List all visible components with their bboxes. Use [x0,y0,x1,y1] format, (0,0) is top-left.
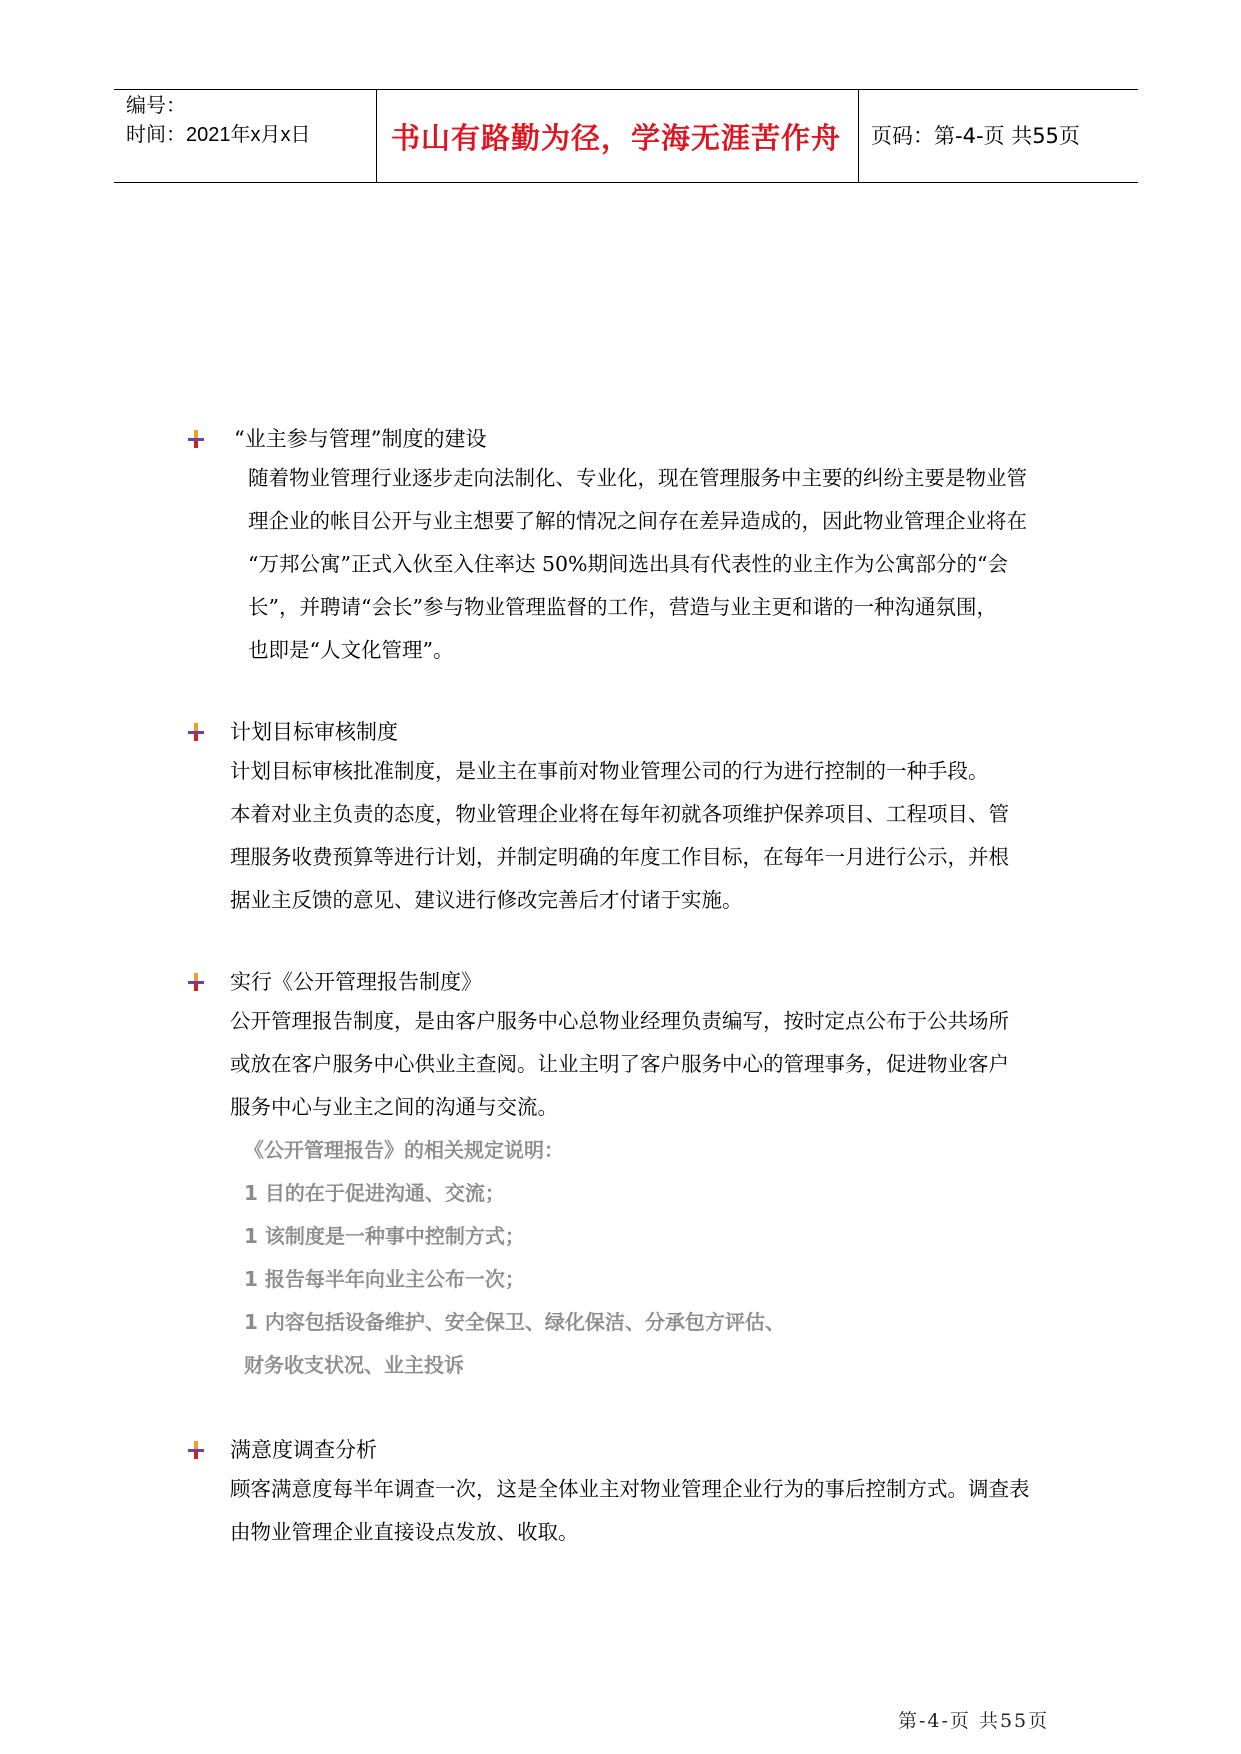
header-divider [858,90,859,182]
body-line: 长”，并聘请“会长”参与物业管理监督的工作，营造与业主更和谐的一种沟通氛围， [248,595,997,619]
diamond-bullet-icon [188,1441,204,1459]
rule-item: 1 内容包括设备维护、安全保卫、绿化保洁、分承包方评估、 [244,1310,785,1334]
page-header [114,89,1138,183]
body-line: 据业主反馈的意见、建议进行修改完善后才付诸于实施。 [230,888,743,912]
body-line: 理服务收费预算等进行计划，并制定明确的年度工作目标，在每年一月进行公示，并根 [230,845,1009,869]
report-rules [244,1129,785,1387]
section-title: 实行《公开管理报告制度》 [230,970,482,994]
number-label: 编号： [126,95,186,117]
section-body [230,1468,1030,1554]
section-body [248,457,1027,672]
section-title: “业主参与管理”制度的建设 [234,427,487,451]
body-line: 随着物业管理行业逐步走向法制化、专业化，现在管理服务中主要的纠纷主要是物业管 [248,466,1027,490]
diamond-bullet-icon [188,430,204,448]
body-line: 理企业的帐目公开与业主想要了解的情况之间存在差异造成的，因此物业管理企业将在 [248,509,1027,533]
body-line: 或放在客户服务中心供业主查阅。让业主明了客户服务中心的管理事务，促进物业客户 [230,1052,1009,1076]
body-line: “万邦公寓”正式入伙至入住率达 50%期间选出具有代表性的业主作为公寓部分的“会 [248,552,1009,576]
rules-heading: 《公开管理报告》的相关规定说明： [244,1138,564,1162]
time-label: 时间：2021年x月x日 [126,124,311,146]
rule-item-continued: 财务收支状况、业主投诉 [244,1353,464,1377]
header-page-info: 页码：第-4-页 共55页 [871,124,1080,148]
body-line: 计划目标审核批准制度，是业主在事前对物业管理公司的行为进行控制的一种手段。 [230,759,989,783]
rule-item: 1 目的在于促进沟通、交流； [244,1181,505,1205]
section-body [230,1000,1009,1129]
diamond-bullet-icon [188,973,204,991]
section-body [230,750,1009,922]
section-title: 满意度调查分析 [230,1438,377,1462]
section-title: 计划目标审核制度 [230,720,398,744]
rule-item: 1 报告每半年向业主公布一次； [244,1267,525,1291]
diamond-bullet-icon [188,723,204,741]
body-line: 公开管理报告制度，是由客户服务中心总物业经理负责编写，按时定点公布于公共场所 [230,1009,1009,1033]
page-footer: 第-4-页 共55页 [898,1710,1050,1732]
header-meta [126,92,376,150]
body-line: 顾客满意度每半年调查一次，这是全体业主对物业管理企业行为的事后控制方式。调查表 [230,1477,1030,1501]
header-motto: 书山有路勤为径，学海无涯苦作舟 [390,121,841,155]
body-line: 由物业管理企业直接设点发放、收取。 [230,1520,579,1544]
rule-item: 1 该制度是一种事中控制方式； [244,1224,525,1248]
body-line: 本着对业主负责的态度，物业管理企业将在每年初就各项维护保养项目、工程项目、管 [230,802,1009,826]
body-line: 也即是“人文化管理”。 [248,638,454,662]
body-line: 服务中心与业主之间的沟通与交流。 [230,1095,558,1119]
